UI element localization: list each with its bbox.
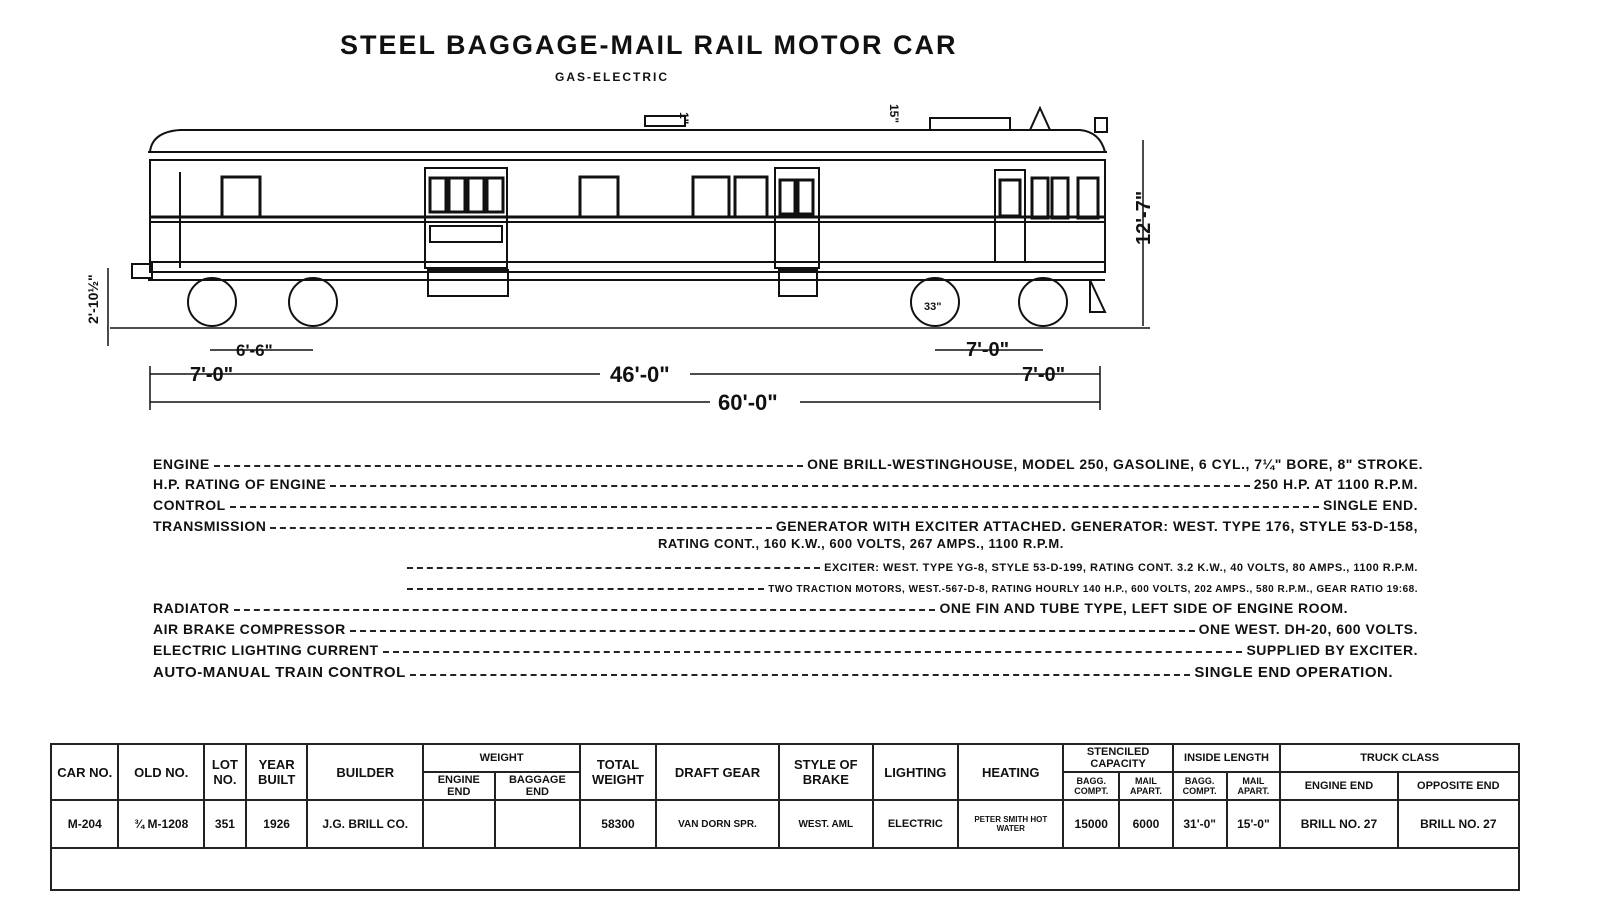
dim-wheelbase-label: 6'-6": [236, 341, 273, 360]
header-inside-length: INSIDE LENGTH: [1173, 744, 1280, 772]
dim-truck-right-upper-label: 7'-0": [966, 339, 1010, 361]
header-weight-engine-end: ENGINE END: [423, 772, 495, 800]
cell-truck-opposite-end: BRILL NO. 27: [1398, 800, 1519, 848]
spec-label: CONTROL: [153, 497, 226, 513]
spec-value: 250 H.P. AT 1100 R.P.M.: [1253, 476, 1418, 492]
spec-value: EXCITER: WEST. TYPE YG-8, STYLE 53-D-199, RATING CONT. 3.2 K.W., 40 VOLTS, 80 AMPS., 1100 R.P.M.: [824, 562, 1418, 574]
header-style-of-brake: STYLE OF BRAKE: [779, 744, 872, 800]
cell-draft-gear: VAN DORN SPR.: [656, 800, 779, 848]
spec-label: TRANSMISSION: [153, 518, 267, 534]
dim-truck-centers-label: 46'-0": [610, 362, 670, 387]
spec-value: ONE BRILL-WESTINGHOUSE, MODEL 250, GASOLINE, 6 CYL., 7¼" BORE, 8" STROKE.: [807, 456, 1423, 472]
table-row-empty: [51, 848, 1519, 890]
header-capacity-bagg: BAGG. COMPT.: [1063, 772, 1119, 800]
spec-radiator: [153, 596, 1348, 616]
spec-label: AIR BRAKE COMPRESSOR: [153, 621, 346, 637]
spec-label: ENGINE: [153, 456, 210, 472]
car-elevation-drawing: [0, 0, 1600, 430]
spec-label: RADIATOR: [153, 600, 230, 616]
header-truck-opposite-end: OPPOSITE END: [1398, 772, 1519, 800]
cell-heating: PETER SMITH HOT WATER: [958, 800, 1063, 848]
dim-floor-label: 2'-10½": [85, 274, 101, 324]
header-lot-no: LOT NO.: [204, 744, 246, 800]
header-stenciled-capacity: STENCILED CAPACITY: [1063, 744, 1172, 772]
header-truck-engine-end: ENGINE END: [1280, 772, 1397, 800]
header-draft-gear: DRAFT GEAR: [656, 744, 779, 800]
header-length-bagg: BAGG. COMPT.: [1173, 772, 1227, 800]
cell-total-weight: 58300: [580, 800, 656, 848]
cell-length-bagg: 31'-0": [1173, 800, 1227, 848]
spec-label: H.P. RATING OF ENGINE: [153, 476, 327, 492]
spec-air-brake: [153, 617, 1418, 637]
header-year-built: YEAR BUILT: [246, 744, 308, 800]
dim-roof-b-label: 15": [887, 104, 901, 124]
header-heating: HEATING: [958, 744, 1063, 800]
wheel-marker-label: 33": [924, 301, 942, 313]
header-weight: WEIGHT: [423, 744, 580, 772]
cell-capacity-bagg: 15000: [1063, 800, 1119, 848]
header-capacity-mail: MAIL APART.: [1119, 772, 1173, 800]
cell-capacity-mail: 6000: [1119, 800, 1173, 848]
header-lighting: LIGHTING: [873, 744, 959, 800]
cell-weight-engine-end: [423, 800, 495, 848]
spec-hp-rating: [153, 472, 1418, 492]
spec-value: GENERATOR WITH EXCITER ATTACHED. GENERATOR: WEST. TYPE 176, STYLE 53-D-158,: [775, 518, 1418, 534]
cell-style-of-brake: WEST. AML: [779, 800, 872, 848]
spec-value: SINGLE END OPERATION.: [1194, 664, 1393, 681]
spec-transmission: [153, 514, 1418, 534]
table-header-row: [51, 744, 1519, 772]
spec-value: SUPPLIED BY EXCITER.: [1246, 642, 1418, 658]
spec-label: ELECTRIC LIGHTING CURRENT: [153, 642, 379, 658]
spec-transmission-cont-1: RATING CONT., 160 K.W., 600 VOLTS, 267 AMPS., 1100 R.P.M.: [658, 536, 1064, 551]
cell-weight-baggage-end: [495, 800, 581, 848]
dim-truck-left-label: 7'-0": [190, 364, 234, 386]
diagram-subtitle: GAS-ELECTRIC: [555, 70, 669, 84]
cell-car-no: M-204: [51, 800, 118, 848]
spec-control: [153, 493, 1418, 513]
dim-truck-right-label: 7'-0": [1022, 364, 1066, 386]
cell-year-built: 1926: [246, 800, 308, 848]
header-old-no: OLD NO.: [118, 744, 204, 800]
diagram-title: STEEL BAGGAGE-MAIL RAIL MOTOR CAR: [340, 30, 958, 60]
spec-label: AUTO-MANUAL TRAIN CONTROL: [153, 664, 406, 681]
spec-value: TWO TRACTION MOTORS, WEST.-567-D-8, RATING HOURLY 140 H.P., 600 VOLTS, 202 AMPS., 580 R.P.M., GEAR RATIO 19:68.: [768, 584, 1418, 595]
table-row: [51, 800, 1519, 848]
cell-old-no: ¾ M-1208: [118, 800, 204, 848]
header-total-weight: TOTAL WEIGHT: [580, 744, 656, 800]
spec-value: SINGLE END.: [1323, 497, 1418, 513]
cell-builder: J.G. BRILL CO.: [307, 800, 423, 848]
spec-value: ONE WEST. DH-20, 600 VOLTS.: [1198, 621, 1418, 637]
header-truck-class: TRUCK CLASS: [1280, 744, 1519, 772]
header-builder: BUILDER: [307, 744, 423, 800]
header-weight-baggage-end: BAGGAGE END: [495, 772, 581, 800]
spec-engine: [153, 452, 1423, 472]
cell-lot-no: 351: [204, 800, 246, 848]
cell-lighting: ELECTRIC: [873, 800, 959, 848]
spec-transmission-cont-2: [403, 554, 1418, 574]
car-body: [132, 108, 1107, 312]
header-car-no: CAR NO.: [51, 744, 118, 800]
dim-height-label: 12'-7": [1133, 190, 1155, 245]
spec-value: ONE FIN AND TUBE TYPE, LEFT SIDE OF ENGINE ROOM.: [939, 600, 1348, 616]
car-data-table: [50, 743, 1520, 891]
dim-overall-label: 60'-0": [718, 390, 778, 415]
spec-electric-lighting: [153, 638, 1418, 658]
dim-roof-a-label: 1": [677, 112, 691, 125]
spec-transmission-cont-3: [403, 575, 1418, 595]
cell-length-mail: 15'-0": [1227, 800, 1281, 848]
spec-train-control: [153, 661, 1393, 681]
cell-truck-engine-end: BRILL NO. 27: [1280, 800, 1397, 848]
header-length-mail: MAIL APART.: [1227, 772, 1281, 800]
